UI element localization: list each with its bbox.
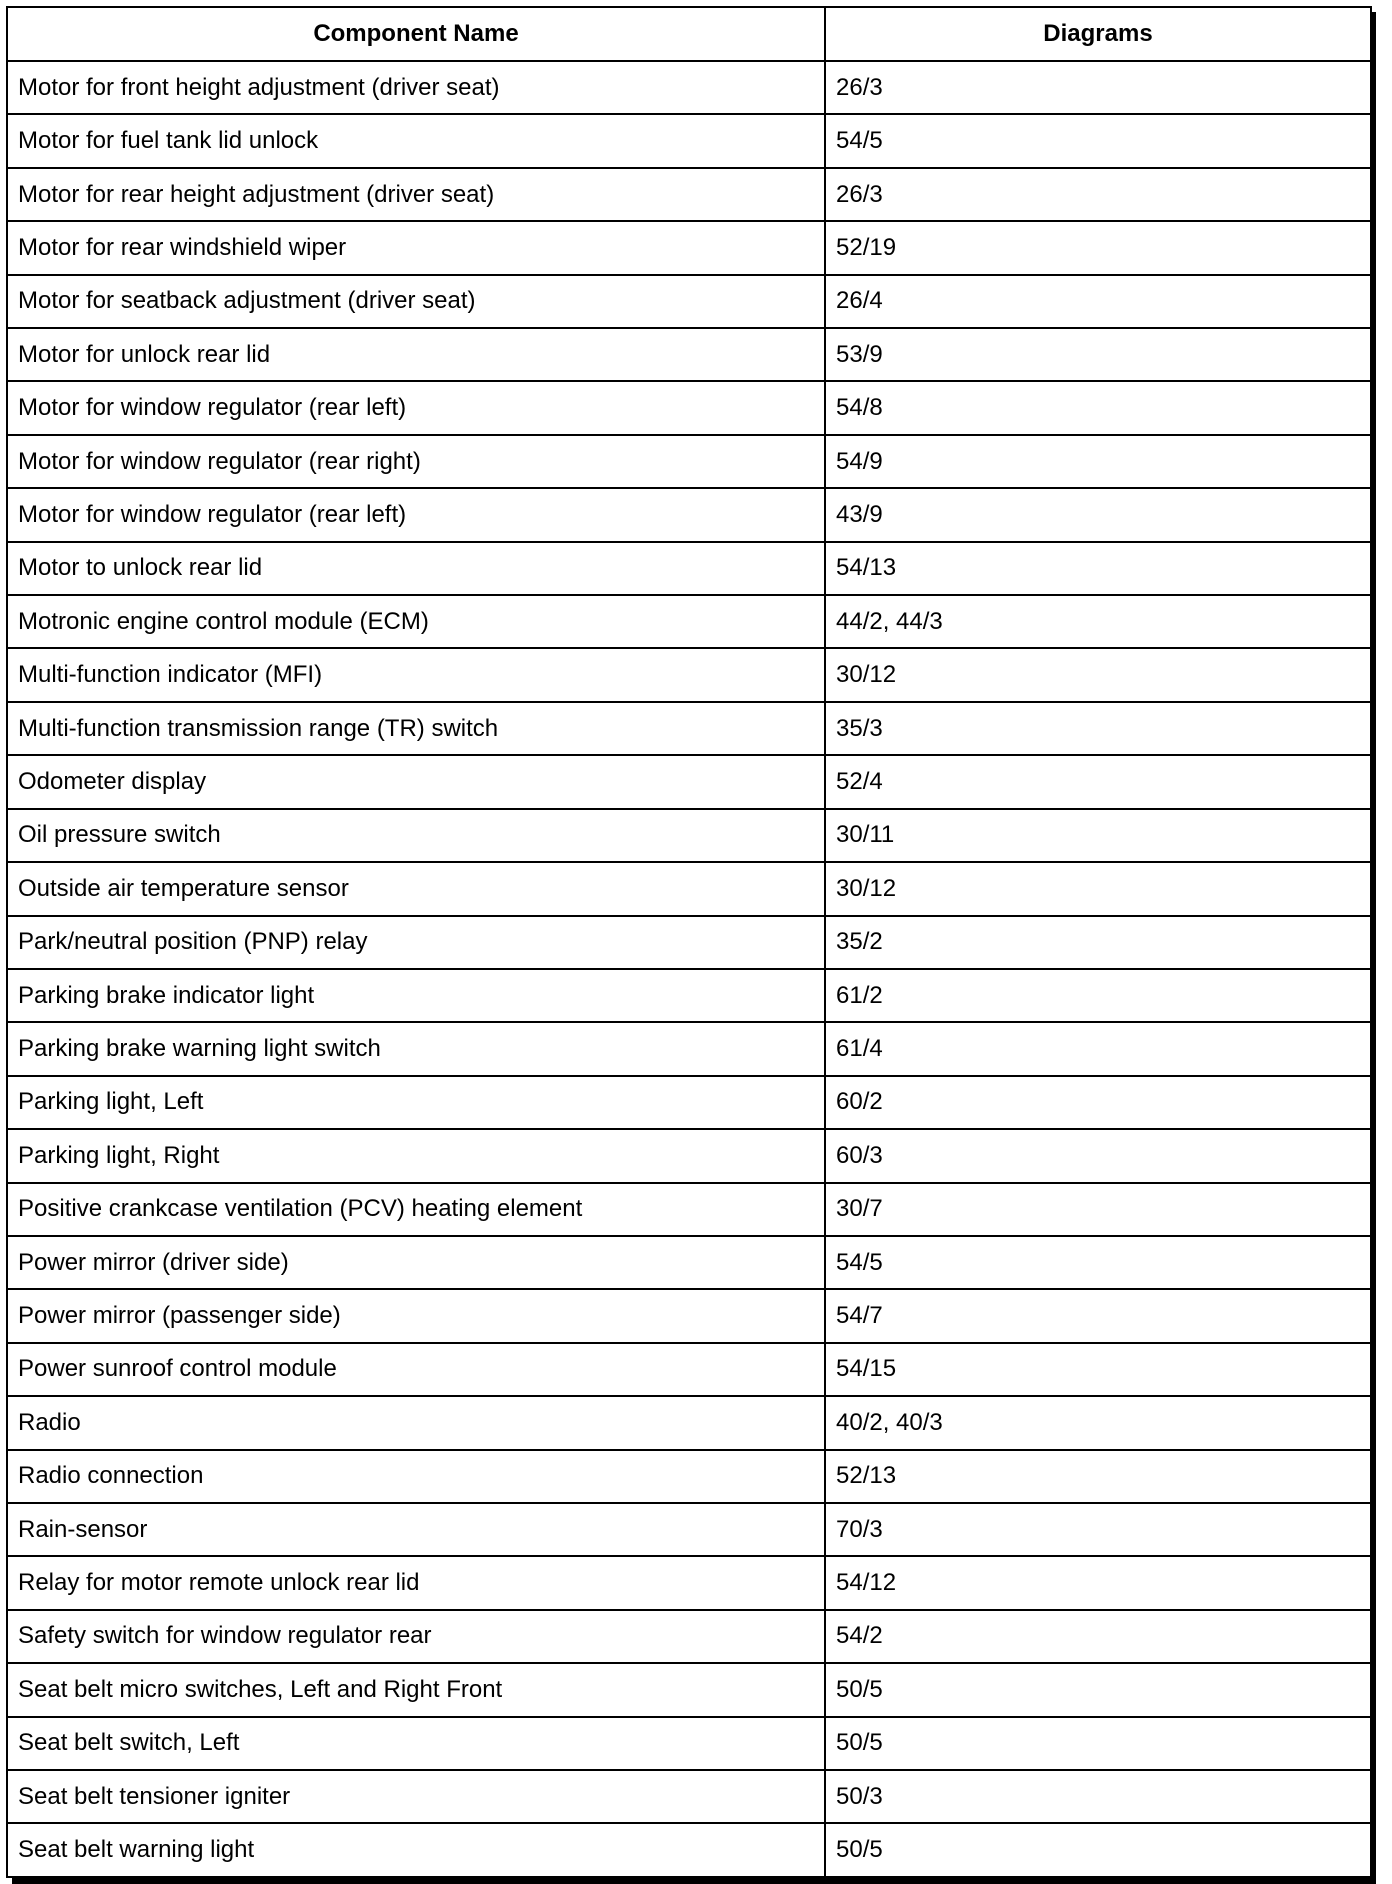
component-name-cell: Motronic engine control module (ECM) bbox=[7, 595, 825, 648]
component-name-cell: Motor to unlock rear lid bbox=[7, 542, 825, 595]
diagram-reference-cell: 54/13 bbox=[825, 542, 1371, 595]
table-row bbox=[7, 1183, 1371, 1236]
table-row bbox=[7, 1022, 1371, 1075]
diagram-reference-cell: 26/4 bbox=[825, 275, 1371, 328]
table-row bbox=[7, 1076, 1371, 1129]
component-name-cell: Seat belt micro switches, Left and Right Front bbox=[7, 1663, 825, 1716]
table-body bbox=[7, 61, 1371, 1877]
diagram-reference-cell: 54/15 bbox=[825, 1343, 1371, 1396]
table-header-row bbox=[7, 7, 1371, 61]
component-name-cell: Multi-function transmission range (TR) switch bbox=[7, 702, 825, 755]
component-name-cell: Motor for rear height adjustment (driver seat) bbox=[7, 168, 825, 221]
table-row bbox=[7, 1556, 1371, 1609]
table-row bbox=[7, 488, 1371, 541]
table-row bbox=[7, 381, 1371, 434]
table-row bbox=[7, 862, 1371, 915]
table-row bbox=[7, 1610, 1371, 1663]
diagram-reference-cell: 30/11 bbox=[825, 809, 1371, 862]
table-row bbox=[7, 648, 1371, 701]
table-row bbox=[7, 435, 1371, 488]
component-name-cell: Motor for rear windshield wiper bbox=[7, 221, 825, 274]
diagram-reference-cell: 50/5 bbox=[825, 1717, 1371, 1770]
diagram-reference-cell: 40/2, 40/3 bbox=[825, 1396, 1371, 1449]
component-name-cell: Parking brake indicator light bbox=[7, 969, 825, 1022]
table-row bbox=[7, 221, 1371, 274]
component-name-cell: Power mirror (passenger side) bbox=[7, 1289, 825, 1342]
diagram-reference-cell: 30/12 bbox=[825, 862, 1371, 915]
table-row bbox=[7, 275, 1371, 328]
table-row bbox=[7, 916, 1371, 969]
table-row bbox=[7, 1396, 1371, 1449]
diagram-reference-cell: 60/3 bbox=[825, 1129, 1371, 1182]
table-row bbox=[7, 1823, 1371, 1877]
component-table-container bbox=[6, 6, 1370, 1878]
component-name-cell: Seat belt tensioner igniter bbox=[7, 1770, 825, 1823]
diagram-reference-cell: 61/2 bbox=[825, 969, 1371, 1022]
component-name-cell: Outside air temperature sensor bbox=[7, 862, 825, 915]
component-name-cell: Radio bbox=[7, 1396, 825, 1449]
table-row bbox=[7, 61, 1371, 114]
component-name-cell: Parking light, Left bbox=[7, 1076, 825, 1129]
component-name-cell: Motor for fuel tank lid unlock bbox=[7, 114, 825, 167]
diagram-reference-cell: 54/5 bbox=[825, 1236, 1371, 1289]
diagram-reference-cell: 70/3 bbox=[825, 1503, 1371, 1556]
diagram-reference-cell: 52/4 bbox=[825, 755, 1371, 808]
diagram-reference-cell: 43/9 bbox=[825, 488, 1371, 541]
table-row bbox=[7, 1450, 1371, 1503]
table-row bbox=[7, 1289, 1371, 1342]
table-row bbox=[7, 114, 1371, 167]
diagram-reference-cell: 60/2 bbox=[825, 1076, 1371, 1129]
component-name-cell: Odometer display bbox=[7, 755, 825, 808]
component-name-cell: Positive crankcase ventilation (PCV) heating element bbox=[7, 1183, 825, 1236]
component-name-cell: Motor for seatback adjustment (driver seat) bbox=[7, 275, 825, 328]
component-name-cell: Parking light, Right bbox=[7, 1129, 825, 1182]
diagram-reference-cell: 52/13 bbox=[825, 1450, 1371, 1503]
table-row bbox=[7, 755, 1371, 808]
component-name-cell: Motor for window regulator (rear left) bbox=[7, 381, 825, 434]
component-name-cell: Park/neutral position (PNP) relay bbox=[7, 916, 825, 969]
diagram-reference-cell: 26/3 bbox=[825, 61, 1371, 114]
diagram-reference-cell: 54/7 bbox=[825, 1289, 1371, 1342]
table-row bbox=[7, 1663, 1371, 1716]
table-row bbox=[7, 702, 1371, 755]
component-name-cell: Seat belt switch, Left bbox=[7, 1717, 825, 1770]
component-name-cell: Oil pressure switch bbox=[7, 809, 825, 862]
component-name-cell: Motor for window regulator (rear left) bbox=[7, 488, 825, 541]
diagram-reference-cell: 50/5 bbox=[825, 1823, 1371, 1877]
table-row bbox=[7, 1236, 1371, 1289]
table-row bbox=[7, 809, 1371, 862]
diagram-reference-cell: 30/7 bbox=[825, 1183, 1371, 1236]
diagram-reference-cell: 50/5 bbox=[825, 1663, 1371, 1716]
diagram-reference-cell: 61/4 bbox=[825, 1022, 1371, 1075]
table-row bbox=[7, 542, 1371, 595]
table-row bbox=[7, 1717, 1371, 1770]
component-name-cell: Parking brake warning light switch bbox=[7, 1022, 825, 1075]
component-name-cell: Rain-sensor bbox=[7, 1503, 825, 1556]
diagram-reference-cell: 35/2 bbox=[825, 916, 1371, 969]
component-name-cell: Multi-function indicator (MFI) bbox=[7, 648, 825, 701]
component-name-cell: Power mirror (driver side) bbox=[7, 1236, 825, 1289]
table-row bbox=[7, 328, 1371, 381]
component-name-cell: Motor for front height adjustment (driver seat) bbox=[7, 61, 825, 114]
diagram-reference-cell: 26/3 bbox=[825, 168, 1371, 221]
diagram-reference-cell: 44/2, 44/3 bbox=[825, 595, 1371, 648]
table-row bbox=[7, 969, 1371, 1022]
component-name-cell: Safety switch for window regulator rear bbox=[7, 1610, 825, 1663]
diagram-reference-cell: 53/9 bbox=[825, 328, 1371, 381]
table-row bbox=[7, 1503, 1371, 1556]
component-name-cell: Seat belt warning light bbox=[7, 1823, 825, 1877]
diagram-reference-cell: 54/12 bbox=[825, 1556, 1371, 1609]
table-row bbox=[7, 1770, 1371, 1823]
component-name-cell: Motor for window regulator (rear right) bbox=[7, 435, 825, 488]
column-header-component-name: Component Name bbox=[7, 7, 825, 61]
table-row bbox=[7, 1129, 1371, 1182]
diagram-reference-cell: 54/9 bbox=[825, 435, 1371, 488]
diagram-reference-cell: 30/12 bbox=[825, 648, 1371, 701]
diagram-reference-cell: 50/3 bbox=[825, 1770, 1371, 1823]
component-table bbox=[6, 6, 1372, 1878]
diagram-reference-cell: 54/8 bbox=[825, 381, 1371, 434]
component-name-cell: Power sunroof control module bbox=[7, 1343, 825, 1396]
component-name-cell: Relay for motor remote unlock rear lid bbox=[7, 1556, 825, 1609]
table-row bbox=[7, 595, 1371, 648]
diagram-reference-cell: 35/3 bbox=[825, 702, 1371, 755]
diagram-reference-cell: 52/19 bbox=[825, 221, 1371, 274]
component-name-cell: Radio connection bbox=[7, 1450, 825, 1503]
diagram-reference-cell: 54/5 bbox=[825, 114, 1371, 167]
diagram-reference-cell: 54/2 bbox=[825, 1610, 1371, 1663]
table-row bbox=[7, 168, 1371, 221]
column-header-diagrams: Diagrams bbox=[825, 7, 1371, 61]
table-row bbox=[7, 1343, 1371, 1396]
component-name-cell: Motor for unlock rear lid bbox=[7, 328, 825, 381]
